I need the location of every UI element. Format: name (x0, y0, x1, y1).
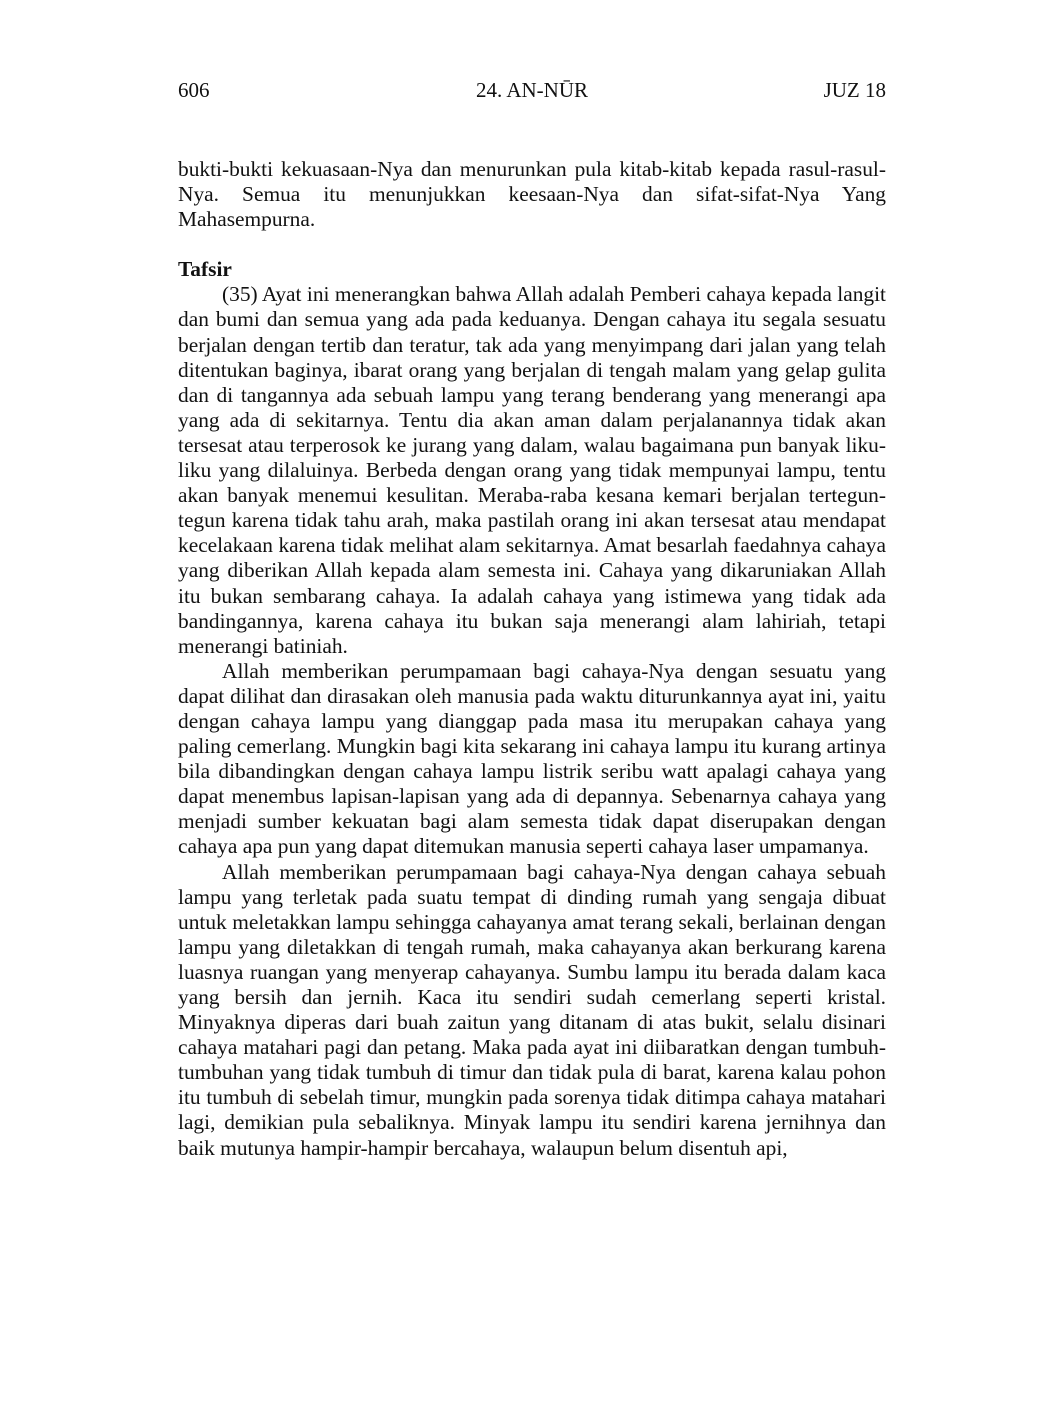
chapter-title: 24. AN-NŪR (475, 78, 588, 102)
section-heading-tafsir: Tafsir (178, 257, 232, 282)
tafsir-paragraph-1: (35) Ayat ini menerangkan bahwa Allah adalah Pemberi cahaya kepada langit dan bumi dan semua yang ada pada keduanya. Dengan cahaya itu segala sesuatu berjalan dengan tertib dan teratur, tak ada yang menyimpang dari jalan yang telah ditentukan baginya, ibarat orang yang berjalan di tengah malam yang gelap gulita dan di tangannya ada sebuah lampu yang terang benderang yang menerangi apa yang ada di sekitarnya. Tentu dia akan aman dalam perjalanannya tidak akan tersesat atau terperosok ke jurang yang dalam, walau bagaimana pun banyak liku-liku yang dilaluinya. Berbeda dengan orang yang tidak mempunyai lampu, tentu akan banyak menemui kesulitan. Meraba-raba kesana kemari berjalan tertegun-tegun karena tidak tahu arah, maka pastilah orang ini akan tersesat atau mendapat kecelakaan karena tidak melihat alam sekitarnya. Amat besarlah faedahnya cahaya yang diberikan Allah kepada alam semesta ini. Cahaya yang dikaruniakan Allah itu bukan sembarang cahaya. Ia adalah cahaya yang istimewa yang tidak ada bandingannya, karena cahaya itu bukan saja menerangi alam lahiriah, tetapi menerangi batiniah. (178, 282, 886, 658)
running-header (178, 76, 886, 104)
page-number: 606 (178, 78, 210, 102)
tafsir-paragraph-2: Allah memberikan perumpamaan bagi cahaya-Nya dengan sesuatu yang dapat dilihat dan dirasakan oleh manusia pada waktu diturunkannya ayat ini, yaitu dengan cahaya lampu yang dianggap pada masa itu merupakan cahaya yang paling cemerlang. Mungkin bagi kita sekarang ini cahaya lampu itu kurang artinya bila dibandingkan dengan cahaya lampu listrik seribu watt apalagi cahaya yang dapat menembus lapisan-lapisan yang ada di depannya. Sebenarnya cahaya yang menjadi sumber kekuatan bagi alam semesta tidak dapat diserupakan dengan cahaya apa pun yang dapat ditemukan manusia seperti cahaya laser umpamanya. (178, 658, 886, 859)
tafsir-paragraph-3: Allah memberikan perumpamaan bagi cahaya-Nya dengan cahaya sebuah lampu yang terletak pada suatu tempat di dinding rumah yang sengaja dibuat untuk meletakkan lampu sehingga cahayanya amat terang sekali, berlainan dengan lampu yang diletakkan di tengah rumah, maka cahayanya akan berkurang karena luasnya ruangan yang menyerap cahayanya. Sumbu lampu itu berada dalam kaca yang bersih dan jernih. Kaca itu sendiri sudah cemerlang seperti kristal. Minyaknya diperas dari buah zaitun yang ditanam di atas bukit, selalu disinari cahaya matahari pagi dan petang. Maka pada ayat ini diibaratkan dengan tumbuh-tumbuhan yang tidak tumbuh di timur dan tidak pula di barat, karena kalau pohon itu tumbuh di sebelah timur, mungkin pada sorenya tidak ditimpa cahaya matahari lagi, demikian pula sebaliknya. Minyak lampu itu sendiri karena jernihnya dan baik mutunya hampir-hampir bercahaya, walaupun belum disentuh api, (178, 859, 886, 1160)
juz-label: JUZ 18 (823, 78, 886, 102)
page-body (178, 157, 886, 1161)
intro-paragraph: bukti-bukti kekuasaan-Nya dan menurunkan pula kitab-kitab kepada rasul-rasul-Nya. Semua itu menunjukkan keesaan-Nya dan sifat-sifat-Nya Yang Mahasempurna. (178, 157, 886, 232)
